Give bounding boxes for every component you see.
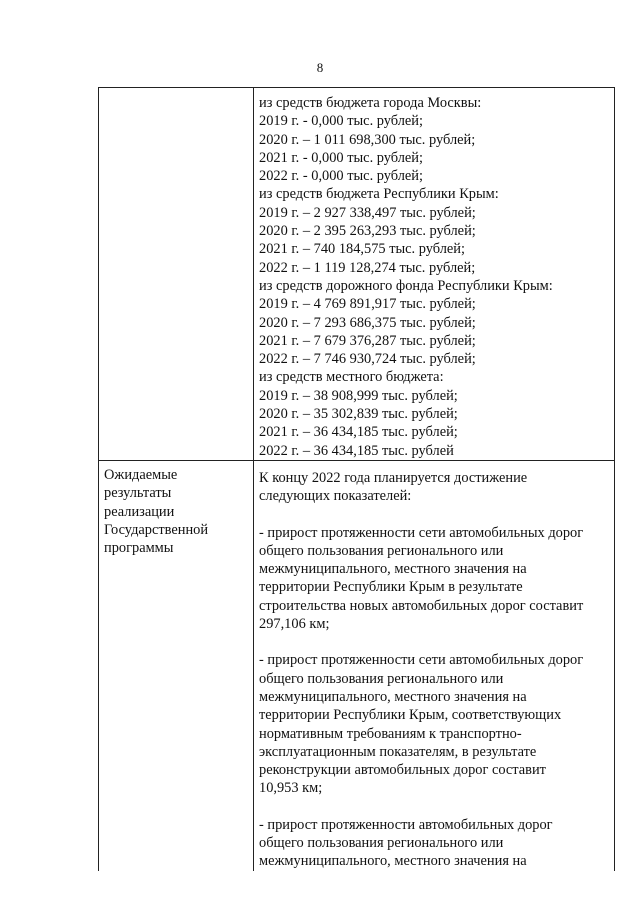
funding-line: из средств бюджета города Москвы: (259, 95, 482, 111)
indicator-line: общего пользования регионального или (259, 542, 504, 559)
indicator-construction (259, 524, 610, 634)
funding-line: 2019 г. - 0,000 тыс. рублей; (259, 113, 424, 130)
indicator-line: межмуниципального, местного значения на (259, 688, 527, 705)
indicator-reconstruction (259, 651, 610, 797)
funding-line: 2020 г. – 2 395 263,293 тыс. рублей; (259, 223, 476, 240)
results-label-cell (99, 460, 254, 870)
funding-label-cell (99, 88, 254, 461)
funding-line: 2022 г. - 0,000 тыс. рублей; (259, 168, 424, 185)
results-intro (259, 469, 610, 506)
funding-line: 2022 г. – 7 746 930,724 тыс. рублей; (259, 351, 476, 368)
results-text (254, 461, 614, 871)
indicator-line: реконструкции автомобильных дорог составит (259, 762, 546, 779)
passport-table (98, 87, 615, 871)
funding-line: 2020 г. – 7 293 686,375 тыс. рублей; (259, 314, 476, 331)
funding-line: 2019 г. – 2 927 338,497 тыс. рублей; (259, 204, 476, 221)
indicator-line: нормативным требованиям к транспортно- (259, 725, 522, 742)
funding-row (99, 88, 615, 461)
results-text-cell (254, 460, 615, 870)
funding-values-cell (254, 88, 615, 461)
funding-line: 2022 г. – 1 119 128,274 тыс. рублей; (259, 259, 476, 276)
results-label (99, 461, 253, 557)
funding-line: 2019 г. – 4 769 891,917 тыс. рублей; (259, 296, 476, 313)
funding-line: 2021 г. – 740 184,575 тыс. рублей; (259, 241, 465, 258)
funding-line: 2019 г. – 38 908,999 тыс. рублей; (259, 387, 458, 404)
indicator-line: строительства новых автомобильных дорог составит (259, 597, 584, 614)
funding-line: из средств местного бюджета: (259, 369, 444, 386)
indicator-line: эксплуатационным показателям, в результате (259, 743, 537, 760)
page-number: 8 (316, 60, 324, 75)
funding-line: 2021 г. - 0,000 тыс. рублей; (259, 149, 424, 166)
funding-line: 2021 г. – 7 679 376,287 тыс. рублей; (259, 332, 476, 349)
results-label-line: Ожидаемые (104, 466, 178, 483)
indicator-line: 297,106 км; (259, 616, 330, 633)
indicator-line: межмуниципального, местного значения на (259, 561, 527, 578)
funding-line: из средств дорожного фонда Республики Крым: (259, 277, 553, 294)
intro-line: К концу 2022 года планируется достижение (259, 469, 528, 486)
indicator-line: общего пользования регионального или (259, 834, 504, 851)
indicator-line: - прирост протяженности сети автомобильных дорог (259, 524, 584, 541)
funding-line: 2020 г. – 35 302,839 тыс. рублей; (259, 406, 458, 423)
indicator-line: территории Республики Крым, соответствующих (259, 707, 562, 724)
intro-line: следующих показателей: (259, 488, 412, 505)
indicator-line: - прирост протяженности автомобильных дорог (259, 816, 553, 833)
indicator-line: общего пользования регионального или (259, 670, 504, 687)
results-label-line: результаты (104, 485, 172, 502)
results-label-line: программы (104, 540, 174, 557)
indicator-line: территории Республики Крым в результате (259, 579, 523, 596)
indicator-line: межмуниципального, местного значения на (259, 853, 527, 870)
funding-line: 2021 г. – 36 434,185 тыс. рублей; (259, 424, 458, 441)
funding-line: из средств бюджета Республики Крым: (259, 186, 499, 203)
indicator-roads (259, 816, 610, 871)
indicator-line: 10,953 км; (259, 780, 323, 797)
results-label-line: реализации (104, 503, 175, 520)
funding-lines (254, 88, 614, 460)
funding-line: 2022 г. – 36 434,185 тыс. рублей (259, 442, 454, 459)
indicator-line: - прирост протяженности сети автомобильных дорог (259, 652, 584, 669)
funding-line: 2020 г. – 1 011 698,300 тыс. рублей; (259, 131, 476, 148)
results-label-line: Государственной (104, 521, 209, 538)
results-row (99, 460, 615, 870)
